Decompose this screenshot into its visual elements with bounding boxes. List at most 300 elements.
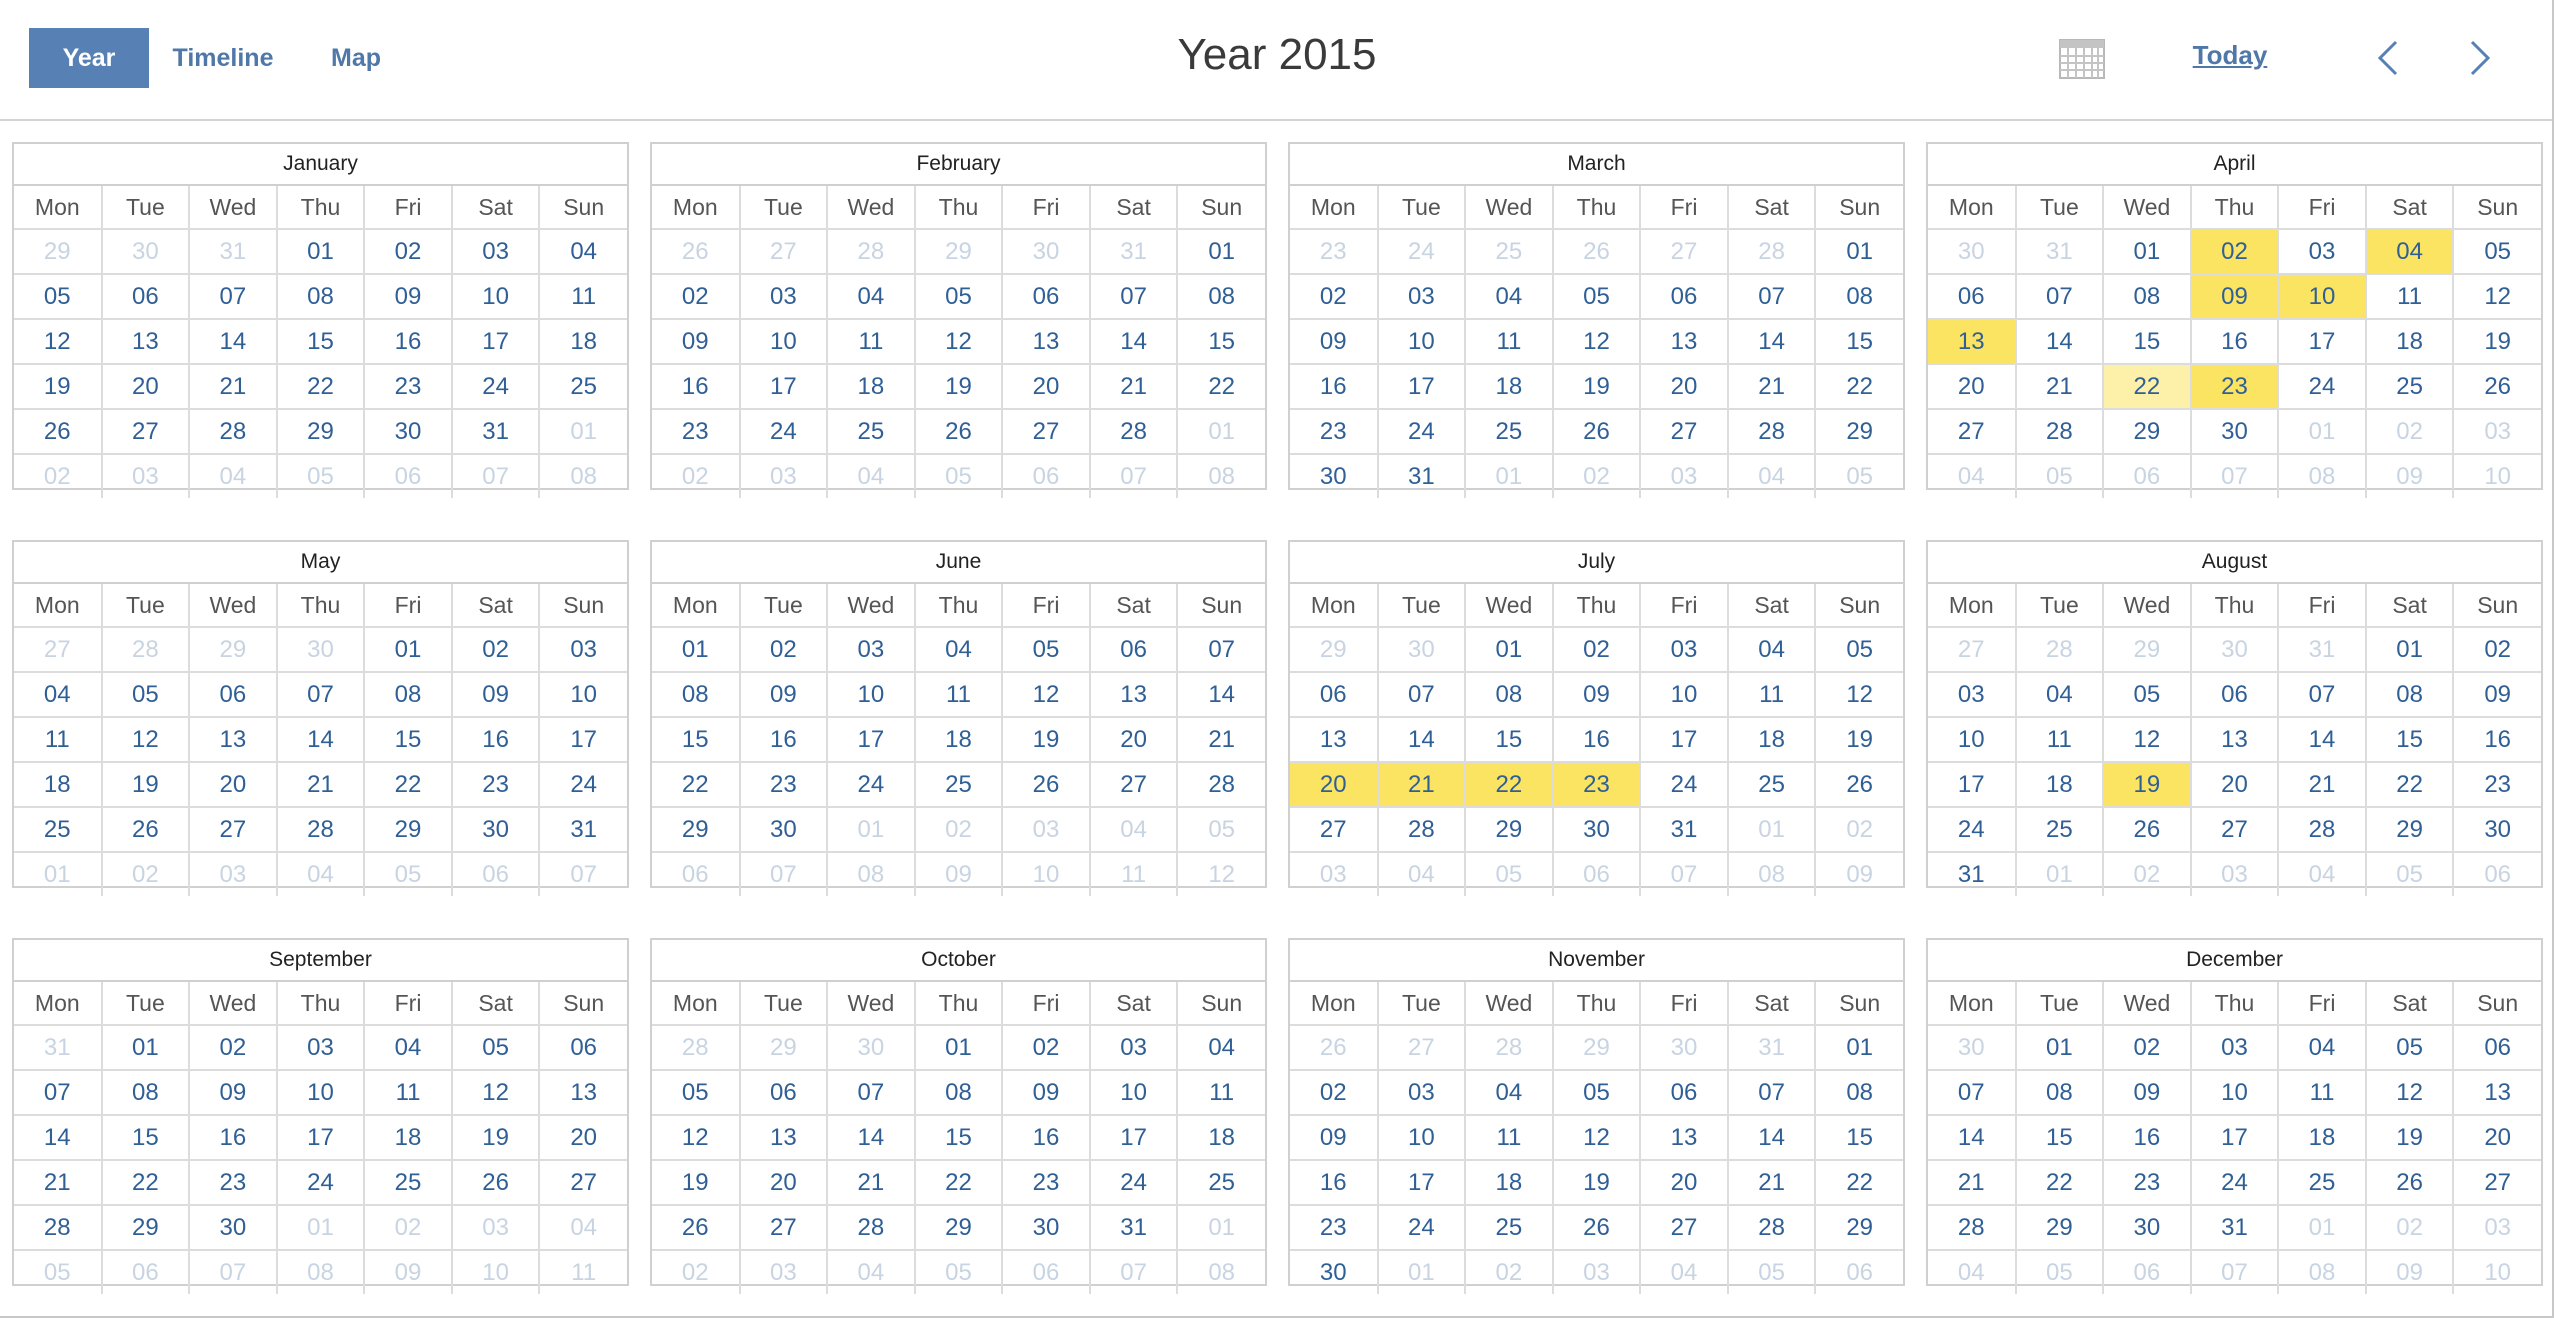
day-cell[interactable]: 01 <box>1728 807 1816 852</box>
day-cell[interactable]: 14 <box>827 1115 915 1160</box>
day-cell[interactable]: 17 <box>1640 717 1728 762</box>
day-cell[interactable]: 06 <box>1640 1070 1728 1115</box>
day-cell[interactable]: 24 <box>740 409 828 454</box>
day-cell[interactable]: 13 <box>1640 319 1728 364</box>
day-cell[interactable]: 27 <box>2453 1160 2541 1205</box>
day-cell[interactable]: 23 <box>740 762 828 807</box>
day-cell[interactable]: 13 <box>740 1115 828 1160</box>
day-cell[interactable]: 23 <box>2191 364 2279 409</box>
day-cell[interactable]: 21 <box>2278 762 2366 807</box>
day-cell[interactable]: 27 <box>740 1205 828 1250</box>
day-cell[interactable]: 30 <box>2453 807 2541 852</box>
day-cell[interactable]: 31 <box>14 1025 102 1070</box>
day-cell[interactable]: 29 <box>189 627 277 672</box>
day-cell[interactable]: 17 <box>1378 1160 1466 1205</box>
day-cell[interactable]: 19 <box>2453 319 2541 364</box>
day-cell[interactable]: 29 <box>652 807 740 852</box>
day-cell[interactable]: 04 <box>2366 229 2454 274</box>
day-cell[interactable]: 09 <box>1290 1115 1378 1160</box>
day-cell[interactable]: 07 <box>740 852 828 896</box>
day-cell[interactable]: 07 <box>2278 672 2366 717</box>
day-cell[interactable]: 18 <box>2016 762 2104 807</box>
day-cell[interactable]: 07 <box>2191 1250 2279 1294</box>
day-cell[interactable]: 26 <box>1553 229 1641 274</box>
day-cell[interactable]: 30 <box>827 1025 915 1070</box>
day-cell[interactable]: 01 <box>1378 1250 1466 1294</box>
day-cell[interactable]: 10 <box>1928 717 2016 762</box>
day-cell[interactable]: 09 <box>364 1250 452 1294</box>
day-cell[interactable]: 25 <box>2016 807 2104 852</box>
day-cell[interactable]: 17 <box>539 717 627 762</box>
day-cell[interactable]: 03 <box>1640 454 1728 498</box>
day-cell[interactable]: 11 <box>1465 319 1553 364</box>
day-cell[interactable]: 01 <box>539 409 627 454</box>
day-cell[interactable]: 23 <box>1002 1160 1090 1205</box>
day-cell[interactable]: 06 <box>1002 454 1090 498</box>
day-cell[interactable]: 24 <box>827 762 915 807</box>
day-cell[interactable]: 15 <box>2016 1115 2104 1160</box>
day-cell[interactable]: 21 <box>1728 1160 1816 1205</box>
day-cell[interactable]: 04 <box>1378 852 1466 896</box>
day-cell[interactable]: 29 <box>1465 807 1553 852</box>
day-cell[interactable]: 06 <box>1002 1250 1090 1294</box>
day-cell[interactable]: 10 <box>2453 454 2541 498</box>
day-cell[interactable]: 10 <box>2278 274 2366 319</box>
day-cell[interactable]: 16 <box>740 717 828 762</box>
day-cell[interactable]: 28 <box>1378 807 1466 852</box>
day-cell[interactable]: 02 <box>364 1205 452 1250</box>
day-cell[interactable]: 26 <box>1002 762 1090 807</box>
day-cell[interactable]: 01 <box>14 852 102 896</box>
day-cell[interactable]: 03 <box>740 454 828 498</box>
day-cell[interactable]: 06 <box>102 274 190 319</box>
day-cell[interactable]: 02 <box>1290 274 1378 319</box>
day-cell[interactable]: 23 <box>1290 1205 1378 1250</box>
day-cell[interactable]: 05 <box>2366 1025 2454 1070</box>
day-cell[interactable]: 10 <box>452 1250 540 1294</box>
day-cell[interactable]: 27 <box>1378 1025 1466 1070</box>
day-cell[interactable]: 10 <box>827 672 915 717</box>
day-cell[interactable]: 04 <box>827 454 915 498</box>
day-cell[interactable]: 13 <box>189 717 277 762</box>
day-cell[interactable]: 23 <box>452 762 540 807</box>
day-cell[interactable]: 26 <box>452 1160 540 1205</box>
day-cell[interactable]: 08 <box>277 1250 365 1294</box>
day-cell[interactable]: 07 <box>539 852 627 896</box>
day-cell[interactable]: 07 <box>14 1070 102 1115</box>
day-cell[interactable]: 25 <box>1465 229 1553 274</box>
month-title[interactable]: September <box>14 940 627 982</box>
day-cell[interactable]: 16 <box>452 717 540 762</box>
day-cell[interactable]: 04 <box>1090 807 1178 852</box>
day-cell[interactable]: 19 <box>652 1160 740 1205</box>
day-cell[interactable]: 07 <box>1378 672 1466 717</box>
day-cell[interactable]: 31 <box>1640 807 1728 852</box>
day-cell[interactable]: 25 <box>1465 409 1553 454</box>
day-cell[interactable]: 12 <box>14 319 102 364</box>
day-cell[interactable]: 30 <box>452 807 540 852</box>
day-cell[interactable]: 19 <box>452 1115 540 1160</box>
day-cell[interactable]: 15 <box>915 1115 1003 1160</box>
day-cell[interactable]: 04 <box>1928 454 2016 498</box>
day-cell[interactable]: 14 <box>1928 1115 2016 1160</box>
day-cell[interactable]: 25 <box>539 364 627 409</box>
day-cell[interactable]: 26 <box>1553 1205 1641 1250</box>
day-cell[interactable]: 14 <box>2278 717 2366 762</box>
day-cell[interactable]: 12 <box>652 1115 740 1160</box>
day-cell[interactable]: 27 <box>1928 409 2016 454</box>
day-cell[interactable]: 02 <box>2366 1205 2454 1250</box>
day-cell[interactable]: 26 <box>2366 1160 2454 1205</box>
day-cell[interactable]: 28 <box>189 409 277 454</box>
day-cell[interactable]: 15 <box>2366 717 2454 762</box>
day-cell[interactable]: 05 <box>364 852 452 896</box>
day-cell[interactable]: 21 <box>1728 364 1816 409</box>
day-cell[interactable]: 03 <box>102 454 190 498</box>
day-cell[interactable]: 08 <box>2016 1070 2104 1115</box>
month-title[interactable]: January <box>14 144 627 186</box>
day-cell[interactable]: 08 <box>652 672 740 717</box>
day-cell[interactable]: 16 <box>1290 1160 1378 1205</box>
day-cell[interactable]: 01 <box>1465 627 1553 672</box>
day-cell[interactable]: 09 <box>189 1070 277 1115</box>
day-cell[interactable]: 04 <box>1928 1250 2016 1294</box>
day-cell[interactable]: 31 <box>2016 229 2104 274</box>
day-cell[interactable]: 06 <box>102 1250 190 1294</box>
day-cell[interactable]: 01 <box>1177 1205 1265 1250</box>
day-cell[interactable]: 22 <box>1465 762 1553 807</box>
day-cell[interactable]: 11 <box>2016 717 2104 762</box>
day-cell[interactable]: 05 <box>1815 454 1903 498</box>
day-cell[interactable]: 06 <box>1928 274 2016 319</box>
day-cell[interactable]: 06 <box>2453 1025 2541 1070</box>
day-cell[interactable]: 11 <box>364 1070 452 1115</box>
day-cell[interactable]: 02 <box>1465 1250 1553 1294</box>
day-cell[interactable]: 30 <box>189 1205 277 1250</box>
day-cell[interactable]: 18 <box>2366 319 2454 364</box>
day-cell[interactable]: 10 <box>1378 1115 1466 1160</box>
day-cell[interactable]: 09 <box>1815 852 1903 896</box>
day-cell[interactable]: 26 <box>652 1205 740 1250</box>
day-cell[interactable]: 01 <box>277 229 365 274</box>
day-cell[interactable]: 21 <box>189 364 277 409</box>
day-cell[interactable]: 13 <box>2191 717 2279 762</box>
day-cell[interactable]: 25 <box>364 1160 452 1205</box>
day-cell[interactable]: 18 <box>539 319 627 364</box>
day-cell[interactable]: 11 <box>1090 852 1178 896</box>
day-cell[interactable]: 11 <box>827 319 915 364</box>
day-cell[interactable]: 04 <box>539 1205 627 1250</box>
day-cell[interactable]: 29 <box>2103 409 2191 454</box>
day-cell[interactable]: 30 <box>1002 229 1090 274</box>
day-cell[interactable]: 26 <box>915 409 1003 454</box>
day-cell[interactable]: 15 <box>102 1115 190 1160</box>
day-cell[interactable]: 10 <box>1640 672 1728 717</box>
day-cell[interactable]: 01 <box>2016 852 2104 896</box>
day-cell[interactable]: 22 <box>1177 364 1265 409</box>
day-cell[interactable]: 26 <box>2103 807 2191 852</box>
day-cell[interactable]: 30 <box>1640 1025 1728 1070</box>
day-cell[interactable]: 31 <box>1728 1025 1816 1070</box>
day-cell[interactable]: 27 <box>102 409 190 454</box>
day-cell[interactable]: 26 <box>1815 762 1903 807</box>
day-cell[interactable]: 24 <box>452 364 540 409</box>
day-cell[interactable]: 05 <box>452 1025 540 1070</box>
day-cell[interactable]: 09 <box>2103 1070 2191 1115</box>
day-cell[interactable]: 14 <box>2016 319 2104 364</box>
day-cell[interactable]: 30 <box>102 229 190 274</box>
day-cell[interactable]: 31 <box>2191 1205 2279 1250</box>
day-cell[interactable]: 05 <box>2366 852 2454 896</box>
day-cell[interactable]: 01 <box>2103 229 2191 274</box>
day-cell[interactable]: 27 <box>1928 627 2016 672</box>
day-cell[interactable]: 18 <box>915 717 1003 762</box>
day-cell[interactable]: 06 <box>1640 274 1728 319</box>
day-cell[interactable]: 23 <box>189 1160 277 1205</box>
day-cell[interactable]: 01 <box>2016 1025 2104 1070</box>
day-cell[interactable]: 06 <box>652 852 740 896</box>
day-cell[interactable]: 14 <box>1728 1115 1816 1160</box>
day-cell[interactable]: 28 <box>277 807 365 852</box>
day-cell[interactable]: 31 <box>1090 229 1178 274</box>
day-cell[interactable]: 13 <box>1002 319 1090 364</box>
day-cell[interactable]: 15 <box>1815 319 1903 364</box>
day-cell[interactable]: 27 <box>2191 807 2279 852</box>
day-cell[interactable]: 13 <box>1090 672 1178 717</box>
day-cell[interactable]: 16 <box>652 364 740 409</box>
day-cell[interactable]: 24 <box>1378 229 1466 274</box>
day-cell[interactable]: 07 <box>1090 274 1178 319</box>
day-cell[interactable]: 16 <box>2453 717 2541 762</box>
day-cell[interactable]: 16 <box>1002 1115 1090 1160</box>
day-cell[interactable]: 04 <box>827 1250 915 1294</box>
day-cell[interactable]: 19 <box>102 762 190 807</box>
day-cell[interactable]: 07 <box>1177 627 1265 672</box>
day-cell[interactable]: 07 <box>189 274 277 319</box>
day-cell[interactable]: 13 <box>1640 1115 1728 1160</box>
day-cell[interactable]: 08 <box>1177 274 1265 319</box>
day-cell[interactable]: 30 <box>1928 229 2016 274</box>
day-cell[interactable]: 19 <box>1815 717 1903 762</box>
day-cell[interactable]: 29 <box>364 807 452 852</box>
day-cell[interactable]: 02 <box>915 807 1003 852</box>
day-cell[interactable]: 31 <box>1928 852 2016 896</box>
day-cell[interactable]: 05 <box>277 454 365 498</box>
day-cell[interactable]: 09 <box>364 274 452 319</box>
day-cell[interactable]: 17 <box>740 364 828 409</box>
day-cell[interactable]: 05 <box>1002 627 1090 672</box>
day-cell[interactable]: 05 <box>915 274 1003 319</box>
day-cell[interactable]: 11 <box>1728 672 1816 717</box>
day-cell[interactable]: 23 <box>2103 1160 2191 1205</box>
day-cell[interactable]: 03 <box>2453 1205 2541 1250</box>
day-cell[interactable]: 05 <box>1465 852 1553 896</box>
day-cell[interactable]: 13 <box>2453 1070 2541 1115</box>
day-cell[interactable]: 12 <box>2453 274 2541 319</box>
day-cell[interactable]: 29 <box>915 1205 1003 1250</box>
day-cell[interactable]: 25 <box>2366 364 2454 409</box>
day-cell[interactable]: 02 <box>1553 627 1641 672</box>
day-cell[interactable]: 02 <box>102 852 190 896</box>
day-cell[interactable]: 11 <box>2278 1070 2366 1115</box>
day-cell[interactable]: 02 <box>2453 627 2541 672</box>
day-cell[interactable]: 20 <box>189 762 277 807</box>
day-cell[interactable]: 10 <box>1002 852 1090 896</box>
day-cell[interactable]: 06 <box>740 1070 828 1115</box>
day-cell[interactable]: 07 <box>2016 274 2104 319</box>
day-cell[interactable]: 12 <box>2103 717 2191 762</box>
day-cell[interactable]: 01 <box>102 1025 190 1070</box>
day-cell[interactable]: 20 <box>1090 717 1178 762</box>
day-cell[interactable]: 10 <box>539 672 627 717</box>
day-cell[interactable]: 16 <box>1290 364 1378 409</box>
day-cell[interactable]: 12 <box>1553 319 1641 364</box>
day-cell[interactable]: 28 <box>1728 229 1816 274</box>
day-cell[interactable]: 30 <box>1553 807 1641 852</box>
day-cell[interactable]: 20 <box>1290 762 1378 807</box>
day-cell[interactable]: 12 <box>452 1070 540 1115</box>
day-cell[interactable]: 22 <box>364 762 452 807</box>
day-cell[interactable]: 04 <box>539 229 627 274</box>
day-cell[interactable]: 06 <box>364 454 452 498</box>
day-cell[interactable]: 01 <box>1815 1025 1903 1070</box>
day-cell[interactable]: 29 <box>2366 807 2454 852</box>
day-cell[interactable]: 21 <box>1177 717 1265 762</box>
day-cell[interactable]: 02 <box>364 229 452 274</box>
day-cell[interactable]: 05 <box>1815 627 1903 672</box>
day-cell[interactable]: 04 <box>1465 1070 1553 1115</box>
day-cell[interactable]: 20 <box>1002 364 1090 409</box>
day-cell[interactable]: 20 <box>1928 364 2016 409</box>
day-cell[interactable]: 21 <box>277 762 365 807</box>
day-cell[interactable]: 18 <box>1177 1115 1265 1160</box>
day-cell[interactable]: 04 <box>277 852 365 896</box>
day-cell[interactable]: 13 <box>102 319 190 364</box>
day-cell[interactable]: 18 <box>827 364 915 409</box>
day-cell[interactable]: 22 <box>2366 762 2454 807</box>
day-cell[interactable]: 03 <box>539 627 627 672</box>
day-cell[interactable]: 29 <box>1815 1205 1903 1250</box>
day-cell[interactable]: 14 <box>1728 319 1816 364</box>
day-cell[interactable]: 16 <box>364 319 452 364</box>
day-cell[interactable]: 18 <box>1465 364 1553 409</box>
day-cell[interactable]: 03 <box>1553 1250 1641 1294</box>
day-cell[interactable]: 02 <box>14 454 102 498</box>
day-cell[interactable]: 30 <box>740 807 828 852</box>
day-cell[interactable]: 19 <box>2366 1115 2454 1160</box>
day-cell[interactable]: 01 <box>2278 1205 2366 1250</box>
day-cell[interactable]: 26 <box>1290 1025 1378 1070</box>
day-cell[interactable]: 20 <box>1640 364 1728 409</box>
day-cell[interactable]: 30 <box>364 409 452 454</box>
day-cell[interactable]: 02 <box>2191 229 2279 274</box>
day-cell[interactable]: 03 <box>1640 627 1728 672</box>
month-title[interactable]: October <box>652 940 1265 982</box>
day-cell[interactable]: 19 <box>14 364 102 409</box>
day-cell[interactable]: 06 <box>1090 627 1178 672</box>
day-cell[interactable]: 09 <box>452 672 540 717</box>
day-cell[interactable]: 09 <box>1553 672 1641 717</box>
day-cell[interactable]: 03 <box>1378 1070 1466 1115</box>
day-cell[interactable]: 08 <box>915 1070 1003 1115</box>
month-title[interactable]: August <box>1928 542 2541 584</box>
day-cell[interactable]: 27 <box>1640 1205 1728 1250</box>
day-cell[interactable]: 30 <box>1002 1205 1090 1250</box>
day-cell[interactable]: 12 <box>2366 1070 2454 1115</box>
day-cell[interactable]: 03 <box>827 627 915 672</box>
day-cell[interactable]: 03 <box>1378 274 1466 319</box>
day-cell[interactable]: 11 <box>539 1250 627 1294</box>
day-cell[interactable]: 30 <box>2103 1205 2191 1250</box>
day-cell[interactable]: 07 <box>1728 274 1816 319</box>
day-cell[interactable]: 14 <box>1090 319 1178 364</box>
day-cell[interactable]: 01 <box>277 1205 365 1250</box>
day-cell[interactable]: 08 <box>2278 454 2366 498</box>
month-title[interactable]: November <box>1290 940 1903 982</box>
day-cell[interactable]: 06 <box>1290 672 1378 717</box>
day-cell[interactable]: 17 <box>2278 319 2366 364</box>
day-cell[interactable]: 08 <box>2278 1250 2366 1294</box>
day-cell[interactable]: 08 <box>1177 454 1265 498</box>
day-cell[interactable]: 22 <box>2103 364 2191 409</box>
today-link[interactable]: Today <box>2192 40 2268 70</box>
day-cell[interactable]: 10 <box>1090 1070 1178 1115</box>
day-cell[interactable]: 22 <box>915 1160 1003 1205</box>
day-cell[interactable]: 25 <box>1177 1160 1265 1205</box>
day-cell[interactable]: 04 <box>1728 454 1816 498</box>
day-cell[interactable]: 22 <box>1815 364 1903 409</box>
day-cell[interactable]: 23 <box>652 409 740 454</box>
day-cell[interactable]: 22 <box>277 364 365 409</box>
day-cell[interactable]: 11 <box>539 274 627 319</box>
day-cell[interactable]: 19 <box>1553 1160 1641 1205</box>
day-cell[interactable]: 11 <box>915 672 1003 717</box>
day-cell[interactable]: 03 <box>740 274 828 319</box>
day-cell[interactable]: 27 <box>1640 229 1728 274</box>
day-cell[interactable]: 24 <box>277 1160 365 1205</box>
day-cell[interactable]: 06 <box>539 1025 627 1070</box>
day-cell[interactable]: 26 <box>652 229 740 274</box>
day-cell[interactable]: 04 <box>2278 1025 2366 1070</box>
day-cell[interactable]: 28 <box>2016 409 2104 454</box>
day-cell[interactable]: 13 <box>1290 717 1378 762</box>
day-cell[interactable]: 28 <box>14 1205 102 1250</box>
day-cell[interactable]: 28 <box>652 1025 740 1070</box>
day-cell[interactable]: 17 <box>277 1115 365 1160</box>
day-cell[interactable]: 01 <box>2366 627 2454 672</box>
day-cell[interactable]: 13 <box>539 1070 627 1115</box>
day-cell[interactable]: 10 <box>2453 1250 2541 1294</box>
day-cell[interactable]: 28 <box>1177 762 1265 807</box>
day-cell[interactable]: 27 <box>1290 807 1378 852</box>
day-cell[interactable]: 01 <box>1465 454 1553 498</box>
month-title[interactable]: April <box>1928 144 2541 186</box>
day-cell[interactable]: 24 <box>1378 409 1466 454</box>
month-title[interactable]: June <box>652 542 1265 584</box>
day-cell[interactable]: 07 <box>1090 454 1178 498</box>
day-cell[interactable]: 08 <box>1177 1250 1265 1294</box>
day-cell[interactable]: 07 <box>1090 1250 1178 1294</box>
day-cell[interactable]: 08 <box>102 1070 190 1115</box>
day-cell[interactable]: 03 <box>2278 229 2366 274</box>
day-cell[interactable]: 16 <box>2191 319 2279 364</box>
day-cell[interactable]: 07 <box>277 672 365 717</box>
day-cell[interactable]: 27 <box>1090 762 1178 807</box>
day-cell[interactable]: 12 <box>1815 672 1903 717</box>
month-title[interactable]: July <box>1290 542 1903 584</box>
day-cell[interactable]: 04 <box>1640 1250 1728 1294</box>
day-cell[interactable]: 05 <box>915 1250 1003 1294</box>
